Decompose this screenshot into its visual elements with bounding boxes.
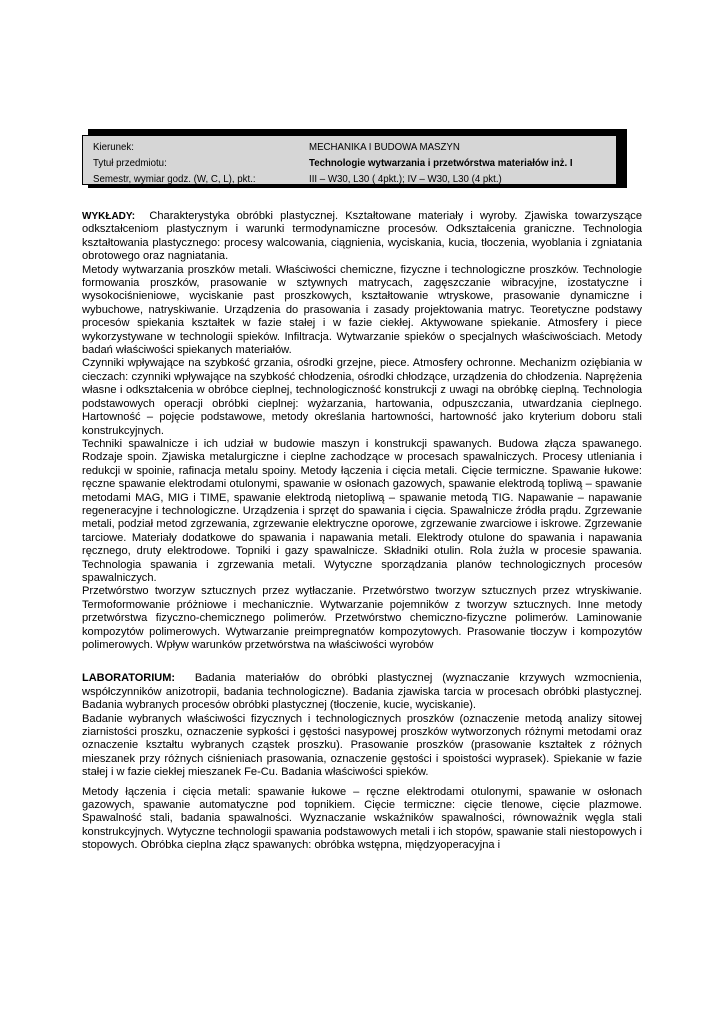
course-info-box [82, 129, 621, 185]
tytul-row [83, 157, 616, 171]
wyklady-text-1: Charakterystyka obróbki plastycznej. Kształtowane materiały i wyroby. Zjawiska towarzyszące odkształceniom plastycznym i warunki termodynamiczne procesów. Odkształcenia graniczne. Technologia kształtowania plastycznego: procesy walcowania, ciągnienia, wyciskania, kucia, tłoczenia, wyoblania i zgniatania obrotowego oraz nagniatania. [82, 210, 642, 263]
course-info-table [82, 135, 617, 185]
laboratorium-text-1: Badania materiałów do obróbki plastycznej (wyznaczanie krzywych wzmocnienia, współczynników anizotropii, badania technologiczne). Badania zjawiska tarcia w procesach obróbki plastycznej. Badania wybranych procesów obróbki plastycznej (tłoczenie, kucie, wyciskanie). [82, 672, 642, 712]
laboratorium-paragraph-2: Badanie wybranych właściwości fizycznych i technologicznych proszków (oznaczenie metodą analizy sitowej ziarnistości proszku, oznaczenie sypkości i gęstości nasypowej proszków wytworzonych różnymi metodami oraz oznaczenie kształtu wybranych cząstek proszku). Prasowanie proszków (prasowanie kształtek z różnych mieszanek przy różnych ciśnieniach prasowania, oznaczenie gęstości i spoistości wyprasek). Spiekanie w fazie stałej i w fazie ciekłej mieszanek Fe-Cu. Badania właściwości spieków. [82, 712, 642, 779]
laboratorium-heading: LABORATORIUM: [82, 672, 176, 685]
laboratorium-paragraph-3: Metody łączenia i cięcia metali: spawanie łukowe – ręczne elektrodami otulonymi, spawanie w osłonach gazowych, spawanie automatyczne pod topnikiem. Cięcie termiczne: cięcie tlenowe, cięcie plazmowe. Spawalność stali, badania spawalności. Wyznaczanie wskaźników spawalności, równoważnik węgla stali konstrukcyjnych. Wytyczne technologii spawania podstawowych metali i ich stopów, spawanie stali niestopowych i stopowych. Obróbka cieplna złącz spawanych: obróbka wstępna, międzyoperacyjna i [82, 785, 642, 852]
wyklady-heading: WYKŁADY: [82, 211, 136, 222]
wyklady-paragraph-3: Czynniki wpływające na szybkość grzania, ośrodki grzejne, piece. Atmosfery ochronne. Mechanizm oziębiania w cieczach: czynniki wpływające na szybkość chłodzenia, ośrodki chłodzące, urządzenia do chłodzenia. Naprężenia własne i odkształcenia w obróbce cieplnej, technologiczność konstrukcji z uwagi na obróbkę cieplną. Technologia podstawowych operacji obróbki cieplnej: wyżarzania, hartowania, odpuszczania, utwardzania cieplnego. Hartowność – pojęcie podstawowe, metody określania hartowności, hartowność jako kryterium doboru stali konstrukcyjnych. [82, 357, 642, 437]
kierunek-label: Kierunek: [93, 142, 134, 153]
semestr-label: Semestr, wymiar godz. (W, C, L), pkt.: [93, 174, 256, 185]
wyklady-paragraph-2: Metody wytwarzania proszków metali. Właściwości chemiczne, fizyczne i technologiczne proszków. Technologie formowania proszków, prasowanie w sztywnych matrycach, zagęszczanie wibracyjne, izostatyczne i wysokociśnieniowe, wyciskanie past proszkowych, kształtowanie wtryskowe, prasowanie dynamiczne i wybuchowe, natryskiwanie. Urządzenia do prasowania i zasady projektowania matryc. Teoretyczne podstawy procesów spiekania kształtek w fazie stałej i w fazie ciekłej. Aktywowane spiekanie. Atmosfery i piece wykorzystywane w technologii spieków. Infiltracja. Wytwarzanie spieków o specjalnych właściwościach. Metody badań właściwości spiekanych materiałów. [82, 263, 642, 357]
wyklady-paragraph-1 [82, 210, 642, 264]
tytul-label: Tytuł przedmiotu: [93, 158, 167, 169]
semestr-value: III – W30, L30 ( 4pkt.); IV – W30, L30 (4 pkt.) [309, 174, 502, 185]
wyklady-paragraph-4: Techniki spawalnicze i ich udział w budowie maszyn i konstrukcji spawanych. Budowa złącza spawanego. Rodzaje spoin. Zjawiska metalurgiczne i cieplne zachodzące w procesach spawalniczych. Procesy utleniania i redukcji w spoinie, rafinacja metalu spoiny. Metody łączenia i cięcia metali. Cięcie termiczne. Spawanie łukowe: ręczne spawanie elektrodami otulonymi, spawanie w osłonach gazowych, spawanie elektrodą topliwą – spawanie metodami MAG, MIG i TIME, spawanie elektrodą nietopliwą – spawanie metodą TIG. Napawanie – napawanie regeneracyjne i technologiczne. Urządzenia i sprzęt do spawania i cięcia. Spawalnicze źródła prądu. Zgrzewanie metali, podział metod zgrzewania, zgrzewanie elektryczne oporowe, zgrzewanie zwarciowe i iskrowe. Zgrzewanie tarciowe. Materiały dodatkowe do spawania i napawania metali. Elektrody otulone do spawania i napawania ręcznego, druty elektrodowe. Topniki i gazy spawalnicze. Składniki otulin. Rola żużla w procesie spawania. Technologia spawania i zgrzewania metali. Wytyczne sporządzania planów technologicznych procesów spawalniczych. [82, 437, 642, 584]
kierunek-row [83, 141, 616, 155]
kierunek-value: MECHANIKA I BUDOWA MASZYN [309, 142, 460, 153]
section-spacer [82, 652, 642, 672]
tytul-value: Technologie wytwarzania i przetwórstwa materiałów inż. I [309, 158, 573, 169]
laboratorium-paragraph-1 [82, 672, 642, 712]
course-content [82, 210, 642, 853]
wyklady-paragraph-5: Przetwórstwo tworzyw sztucznych przez wytłaczanie. Przetwórstwo tworzyw sztucznych przez wtryskiwanie. Termoformowanie próżniowe i mechanicznie. Wytwarzanie pojemników z tworzyw sztucznych. Inne metody przetwórstwa fizyczno-chemicznego polimerów. Przetwórstwo chemiczno-fizyczne polimerów. Laminowanie kompozytów polimerowych. Wytwarzanie preimpregnatów kompozytowych. Prasowanie tłoczyw i kompozytów polimerowych. Wpływ warunków przetwórstwa na właściwości wyrobów [82, 585, 642, 651]
semestr-row [83, 173, 616, 187]
